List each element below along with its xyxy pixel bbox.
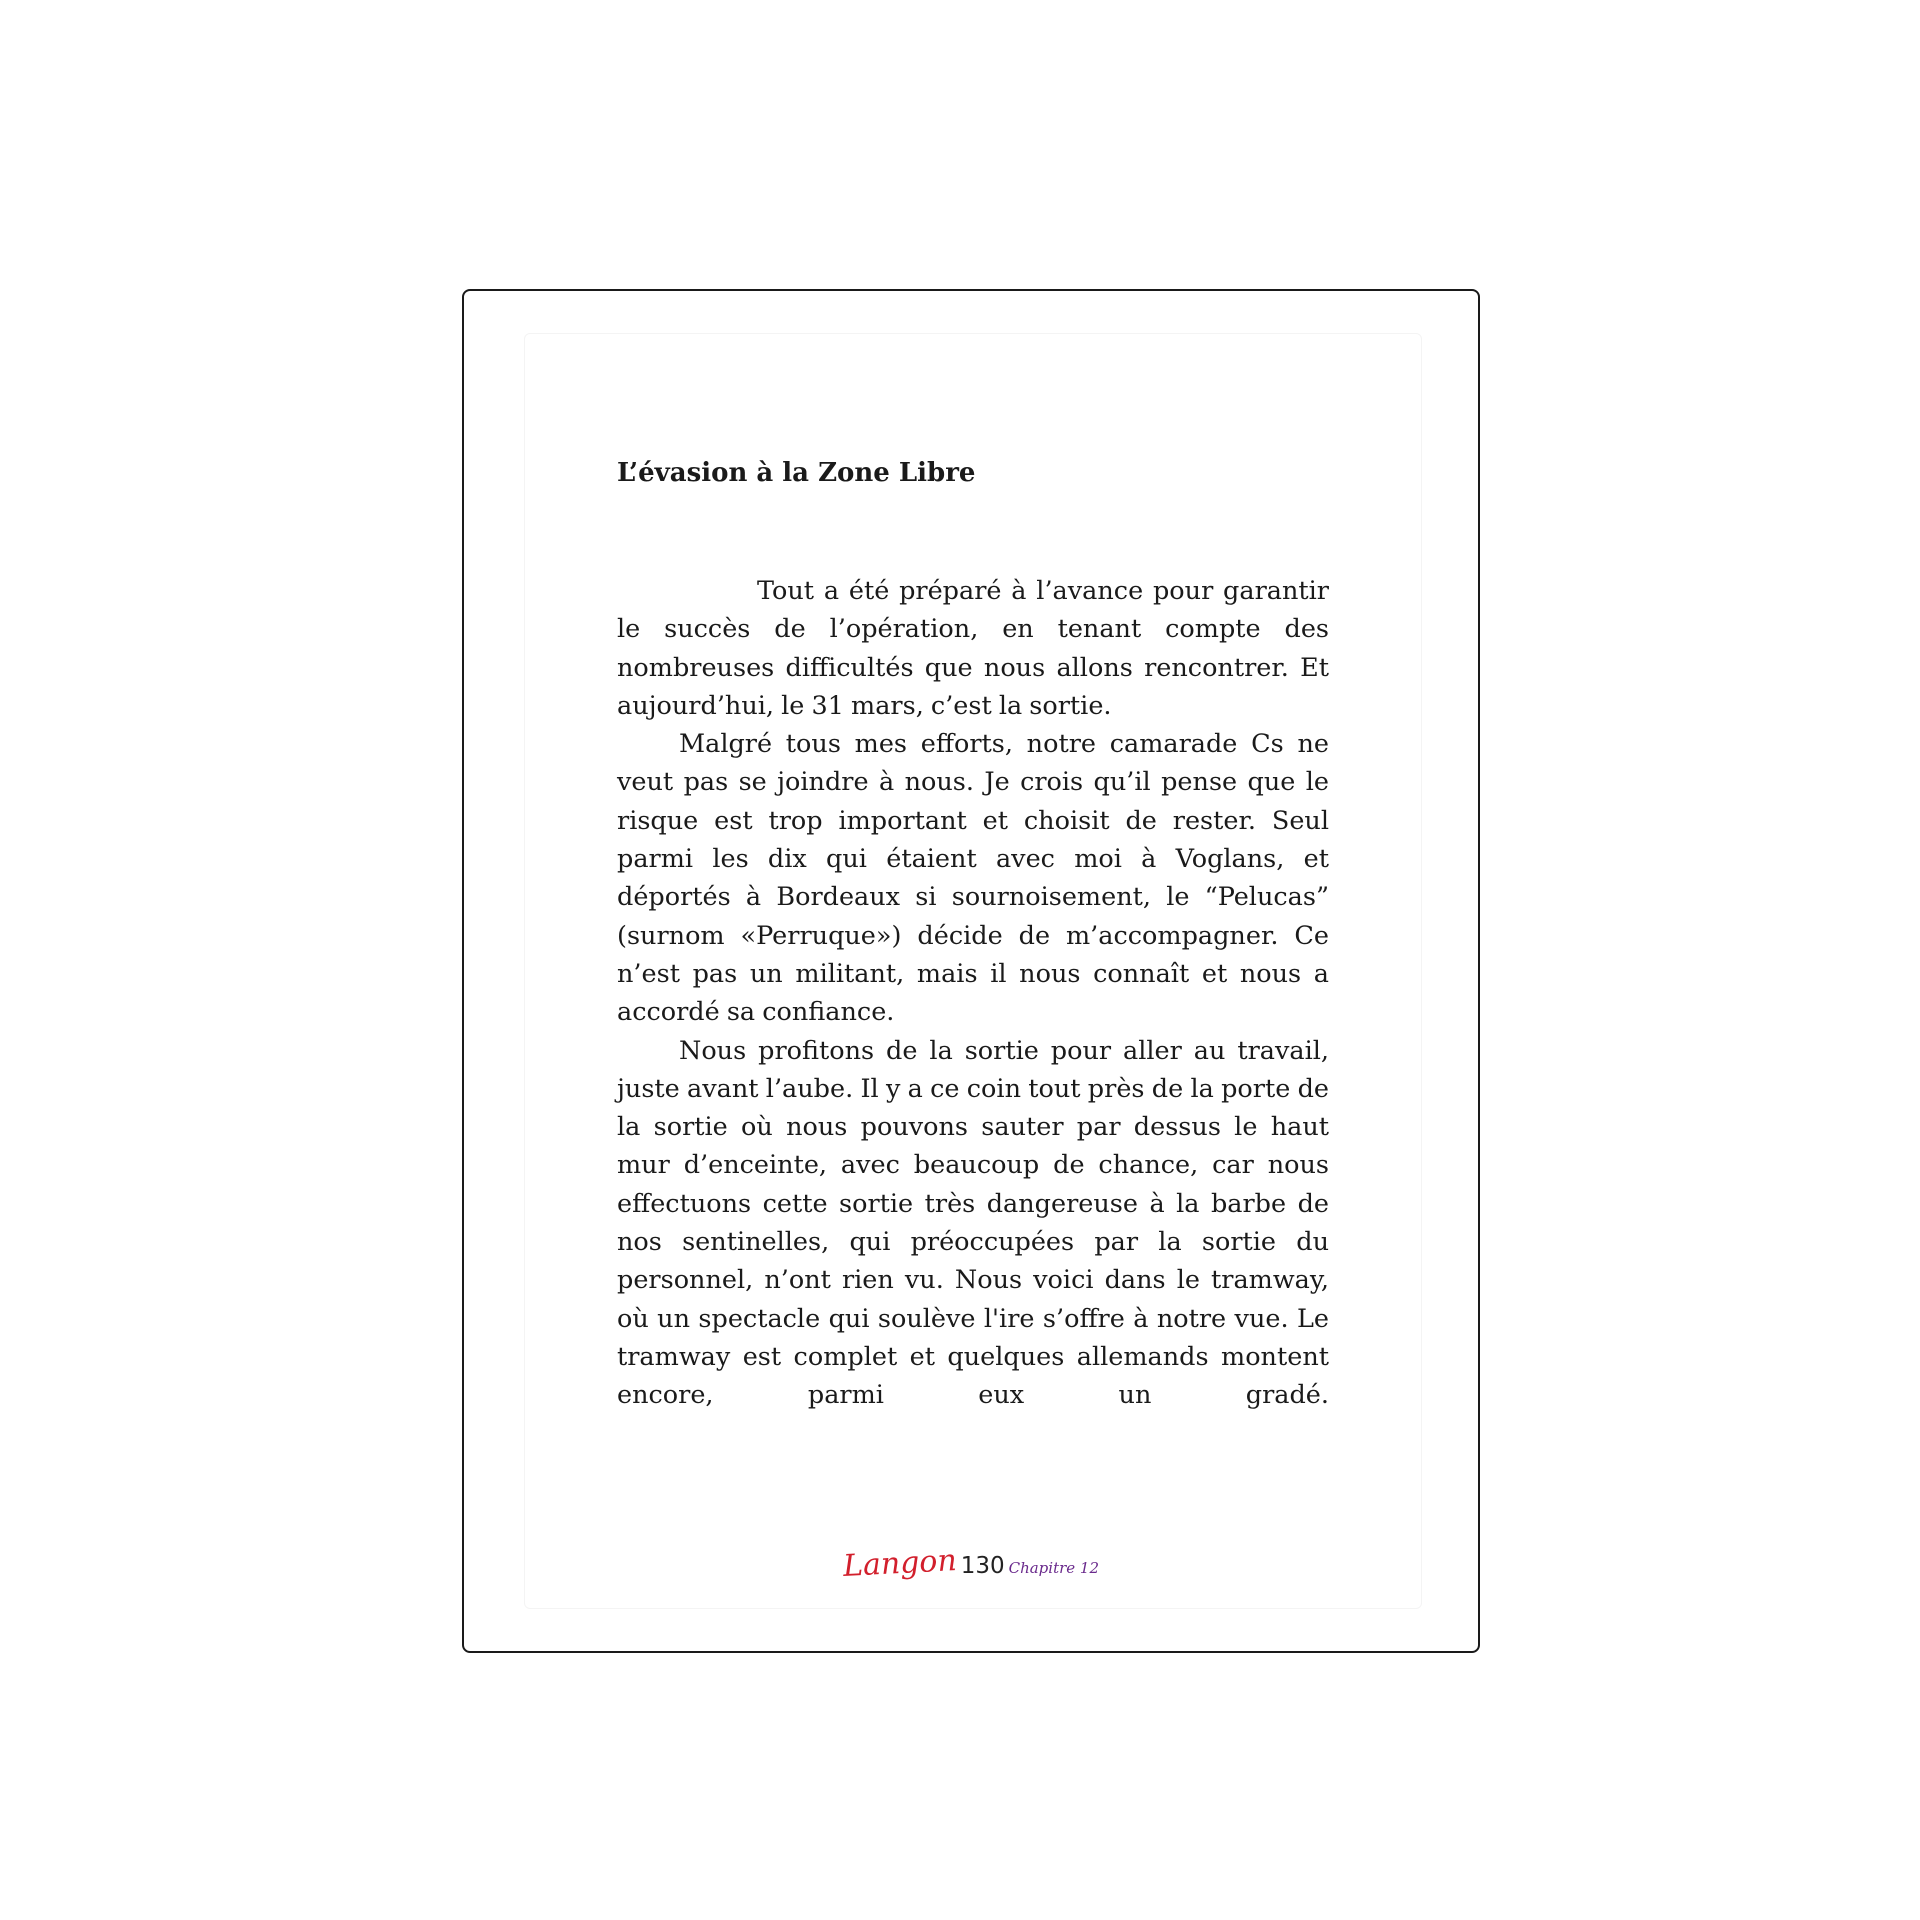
- paragraph-2: Malgré tous mes efforts, notre camarade Cs ne veut pas se joindre à nous. Je crois qu’il pense que le risque est trop important et choisit de rester. Seul parmi les dix qui étaient avec moi à Voglans, et déportés à Bordeaux si sournoisement, le “Pelucas” (surnom «Perruque») décide de m’accompagner. Ce n’est pas un militant, mais il nous connaît et nous a accordé sa confiance.: [617, 729, 1329, 1028]
- page-footer: [464, 1543, 1478, 1584]
- footer-place-name: Langon: [842, 1543, 958, 1584]
- page-frame: [462, 289, 1480, 1653]
- body-text: [617, 572, 1329, 1415]
- chapter-title: L’évasion à la Zone Libre: [617, 458, 976, 488]
- page-number: 130: [960, 1553, 1005, 1579]
- paragraph-3: Nous profitons de la sortie pour aller au travail, juste avant l’aube. Il y a ce coin tout près de la porte de la sortie où nous pouvons sauter par dessus le haut mur d’enceinte, avec beaucoup de chance, car nous effectuons cette sortie très dangereuse à la barbe de nos sentinelles, qui préoccupées par la sortie du personnel, n’ont rien vu. Nous voici dans le tramway, où un spectacle qui soulève l'ire s’offre à notre vue. Le tramway est complet et quelques allemands montent encore, parmi eux un gradé.: [617, 1035, 1329, 1411]
- footer-chapter-label: Chapitre 12: [1008, 1559, 1100, 1577]
- paragraph-1: Tout a été préparé à l’avance pour garantir le succès de l’opération, en tenant compte des nombreuses difficultés que nous allons rencontrer. Et aujourd’hui, le 31 mars, c’est la sortie.: [617, 576, 1329, 721]
